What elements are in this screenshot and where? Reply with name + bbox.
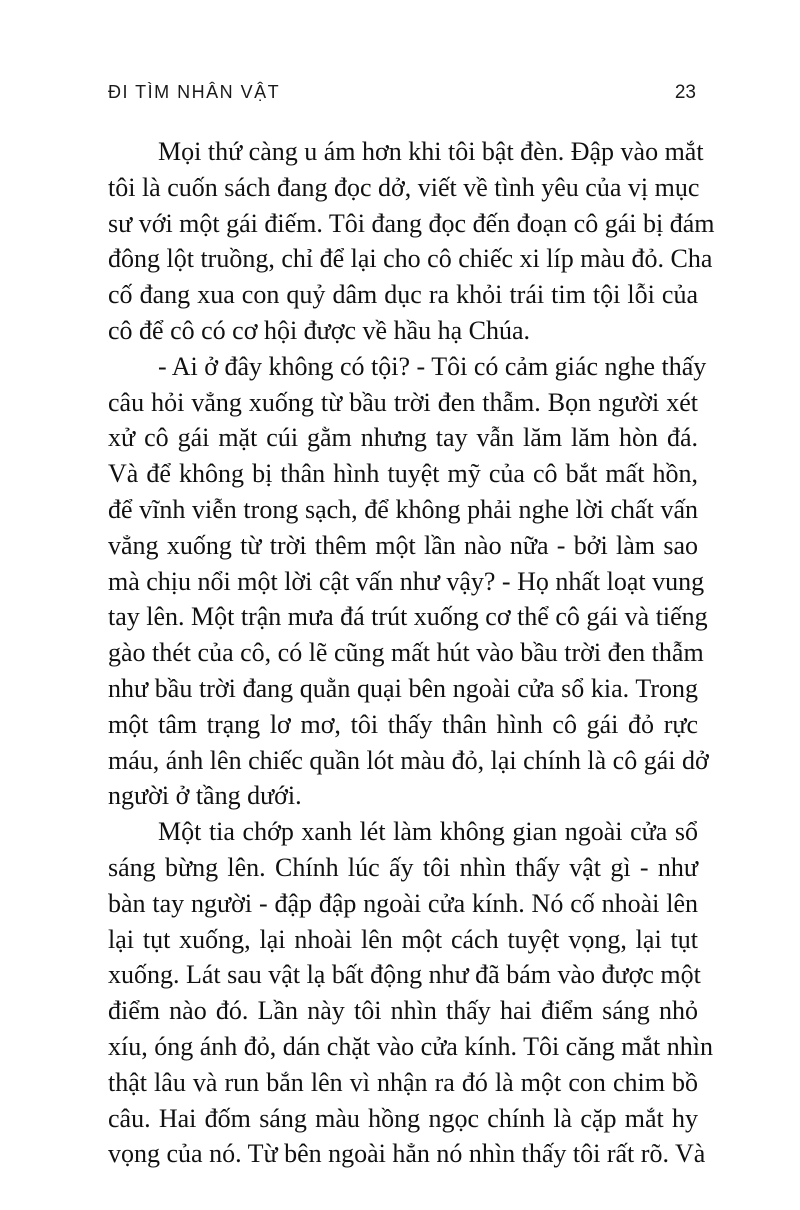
text-line: người ở tầng dưới. [108, 781, 302, 811]
text-line: thật lâu và run bắn lên vì nhận ra đó là một con chim bồ [108, 1067, 698, 1097]
text-line: như bầu trời đang quằn quại bên ngoài cửa sổ kia. Trong [108, 673, 698, 703]
text-line: tay lên. Một trận mưa đá trút xuống cơ thể cô gái và tiếng [108, 602, 708, 632]
text-line: xử cô gái mặt cúi gằm nhưng tay vẫn lăm lăm hòn đá. [108, 423, 698, 453]
text-line: sáng bừng lên. Chính lúc ấy tôi nhìn thấy vật gì - như [108, 852, 698, 882]
paragraph [108, 814, 713, 1172]
text-line: sư với một gái điếm. Tôi đang đọc đến đoạn cô gái bị đám [108, 208, 715, 238]
paragraph [108, 349, 709, 814]
running-head [108, 82, 696, 110]
text-line: bàn tay người - đập đập ngoài cửa kính. Nó cố nhoài lên [108, 888, 698, 918]
text-line: Một tia chớp xanh lét làm không gian ngoài cửa sổ [158, 817, 698, 847]
text-line: mà chịu nổi một lời cật vấn như vậy? - Họ nhất loạt vung [108, 566, 705, 596]
body-text [108, 134, 715, 1172]
text-line: xuống. Lát sau vật lạ bất động như đã bám vào được một [108, 960, 701, 990]
text-line: để vĩnh viễn trong sạch, để không phải nghe lời chất vấn [108, 494, 698, 524]
text-line: đông lột truồng, chỉ để lại cho cô chiếc xi líp màu đỏ. Cha [108, 244, 713, 274]
text-line: một tâm trạng lơ mơ, tôi thấy thân hình cô gái đỏ rực [108, 709, 698, 739]
text-line: xíu, óng ánh đỏ, dán chặt vào cửa kính. Tôi căng mắt nhìn [108, 1031, 713, 1061]
text-line: cô để cô có cơ hội được về hầu hạ Chúa. [108, 315, 531, 345]
text-line: câu hỏi vẳng xuống từ bầu trời đen thẫm. Bọn người xét [108, 387, 698, 417]
text-line: gào thét của cô, có lẽ cũng mất hút vào bầu trời đen thẫm [108, 638, 704, 668]
text-line: lại tụt xuống, lại nhoài lên một cách tuyệt vọng, lại tụt [108, 924, 698, 954]
text-line: điểm nào đó. Lần này tôi nhìn thấy hai điểm sáng nhỏ [108, 996, 698, 1026]
paragraph [108, 134, 715, 349]
text-line: Mọi thứ càng u ám hơn khi tôi bật đèn. Đập vào mắt [158, 137, 704, 166]
text-line: vẳng xuống từ trời thêm một lần nào nữa - bởi làm sao [108, 530, 698, 560]
text-line: - Ai ở đây không có tội? - Tôi có cảm giác nghe thấy [158, 351, 707, 381]
text-line: cố đang xua con quỷ dâm dục ra khỏi trái tim tội lỗi của [108, 280, 698, 310]
text-line: tôi là cuốn sách đang đọc dở, viết về tình yêu của vị mục [108, 172, 700, 202]
running-title: ĐI TÌM NHÂN VẬT [108, 82, 281, 102]
text-line: câu. Hai đốm sáng màu hồng ngọc chính là cặp mắt hy [108, 1103, 698, 1133]
page-number: 23 [674, 82, 696, 103]
text-line: vọng của nó. Từ bên ngoài hẳn nó nhìn thấy tôi rất rõ. Và [108, 1139, 706, 1169]
text-line: Và để không bị thân hình tuyệt mỹ của cô bắt mất hồn, [108, 459, 698, 489]
text-line: máu, ánh lên chiếc quần lót màu đỏ, lại chính là cô gái dở [108, 745, 709, 775]
